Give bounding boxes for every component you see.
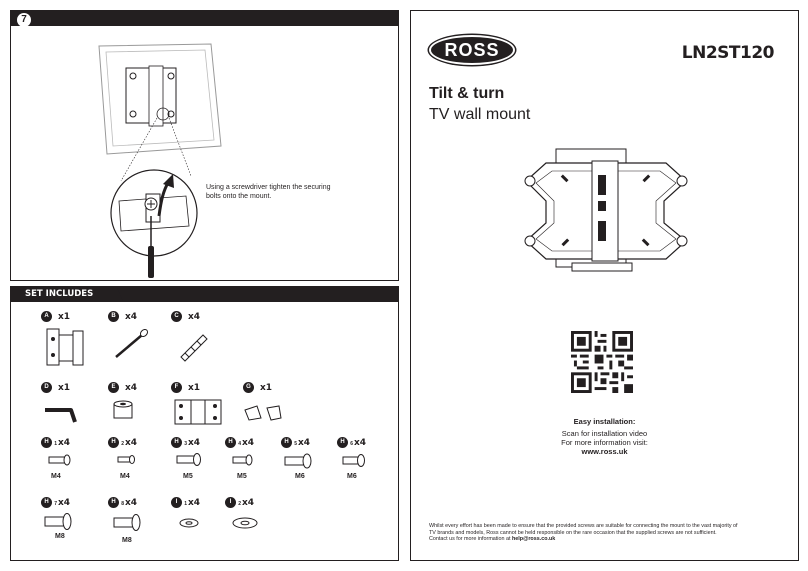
part-id-badge: H 6 (337, 437, 348, 448)
vesa-plate-image (171, 396, 231, 436)
product-subtitle: TV wall mount (429, 106, 531, 123)
step-number-badge: 7 (17, 13, 31, 27)
part-id-badge: C (171, 311, 182, 322)
part-b (108, 311, 178, 371)
part-h1 (41, 437, 111, 497)
part-qty: x1 (58, 311, 71, 322)
disclaimer-line-3: Contact us for more information at help@ross.co.uk (429, 536, 556, 542)
part-i2 (225, 497, 295, 557)
bolt-image (225, 451, 265, 471)
part-qty: x4 (125, 437, 138, 448)
allen-key-image (41, 396, 91, 436)
part-id-badge: D (41, 382, 52, 393)
part-qty: x4 (354, 437, 367, 448)
wall-bracket-image (41, 325, 91, 375)
part-h2 (108, 437, 178, 497)
bolt-image (108, 511, 148, 535)
part-qty: x4 (125, 382, 138, 393)
part-id-badge: H 4 (225, 437, 236, 448)
bolt-size-label: M8 (122, 537, 132, 544)
part-qty: x4 (188, 437, 201, 448)
set-includes-heading: SET INCLUDES (19, 288, 117, 301)
more-info-text: For more information visit: (561, 438, 648, 447)
disclaimer-line-2: TV brands and models, Ross cannot be held responsible on the rare occasion that the supplied screws are not sufficient. (429, 529, 717, 536)
disclaimer-line-1: Whilst every effort has been made to ensure that the provided screws are suitable for connecting the mount to the vast majority of (429, 523, 738, 529)
bolt-image (337, 451, 377, 473)
bolt-size-label: M4 (120, 473, 130, 480)
cover-panel (410, 10, 799, 561)
part-id-badge: E (108, 382, 119, 393)
part-qty: x4 (188, 497, 201, 508)
part-h6 (337, 437, 407, 497)
part-id-badge: I 2 (225, 497, 236, 508)
part-id-badge: I 1 (171, 497, 182, 508)
part-qty: x1 (58, 382, 71, 393)
part-qty: x4 (242, 437, 255, 448)
easy-installation-heading: Easy installation: (573, 417, 636, 426)
product-title: Tilt & turn (429, 85, 505, 102)
washer-image (225, 511, 265, 535)
part-qty: x4 (58, 437, 71, 448)
disclaimer (429, 523, 789, 543)
part-h8 (108, 497, 178, 557)
wall-plug-image (171, 325, 221, 365)
product-image (516, 141, 696, 281)
bolt-size-label: M8 (55, 533, 65, 540)
part-id-badge: H 7 (41, 497, 52, 508)
bolt-image (41, 451, 81, 471)
part-h7 (41, 497, 111, 557)
washer-image (171, 511, 211, 535)
bolt-image (108, 451, 148, 471)
wood-screw-image (108, 325, 158, 365)
bolt-size-label: M5 (237, 473, 247, 480)
brand-logo: ROSS (429, 35, 515, 65)
spacer-image (108, 396, 158, 436)
part-qty: x4 (242, 497, 255, 508)
part-qty: x4 (298, 437, 311, 448)
part-qty: x4 (125, 497, 138, 508)
part-id-badge: G (243, 382, 254, 393)
step-instruction: Using a screwdriver tighten the securing bolts onto the mount. (206, 184, 331, 200)
bolt-size-label: M6 (295, 473, 305, 480)
part-qty: x4 (58, 497, 71, 508)
part-id-badge: H 2 (108, 437, 119, 448)
bolt-image (281, 451, 321, 473)
email-link[interactable]: help@ross.co.uk (512, 536, 556, 542)
part-qty: x4 (188, 311, 201, 322)
step-header-bar (11, 11, 398, 26)
part-qty: x1 (260, 382, 273, 393)
part-c (171, 311, 241, 371)
part-f (171, 382, 241, 442)
part-id-badge: A (41, 311, 52, 322)
set-includes-panel (10, 286, 399, 561)
scan-text: Scan for installation video (561, 429, 648, 438)
part-id-badge: H 5 (281, 437, 292, 448)
bolt-image (171, 451, 211, 471)
model-number: LN2ST120 (681, 43, 774, 63)
part-g (243, 382, 313, 442)
part-qty: x1 (188, 382, 201, 393)
part-qty: x4 (125, 311, 138, 322)
part-e (108, 382, 178, 442)
part-id-badge: H 3 (171, 437, 182, 448)
part-a (41, 311, 111, 371)
bolt-size-label: M6 (347, 473, 357, 480)
bolt-size-label: M4 (51, 473, 61, 480)
clip-image (243, 396, 293, 436)
set-includes-header (11, 287, 398, 302)
part-id-badge: H 1 (41, 437, 52, 448)
bolt-image (41, 511, 81, 533)
part-d (41, 382, 111, 442)
bolt-size-label: M5 (183, 473, 193, 480)
part-id-badge: B (108, 311, 119, 322)
part-id-badge: F (171, 382, 182, 393)
website-link[interactable]: www.ross.uk (581, 447, 628, 456)
qr-code (571, 331, 633, 393)
step-7-panel (10, 10, 399, 281)
step-illustration (11, 26, 398, 281)
part-id-badge: H 8 (108, 497, 119, 508)
